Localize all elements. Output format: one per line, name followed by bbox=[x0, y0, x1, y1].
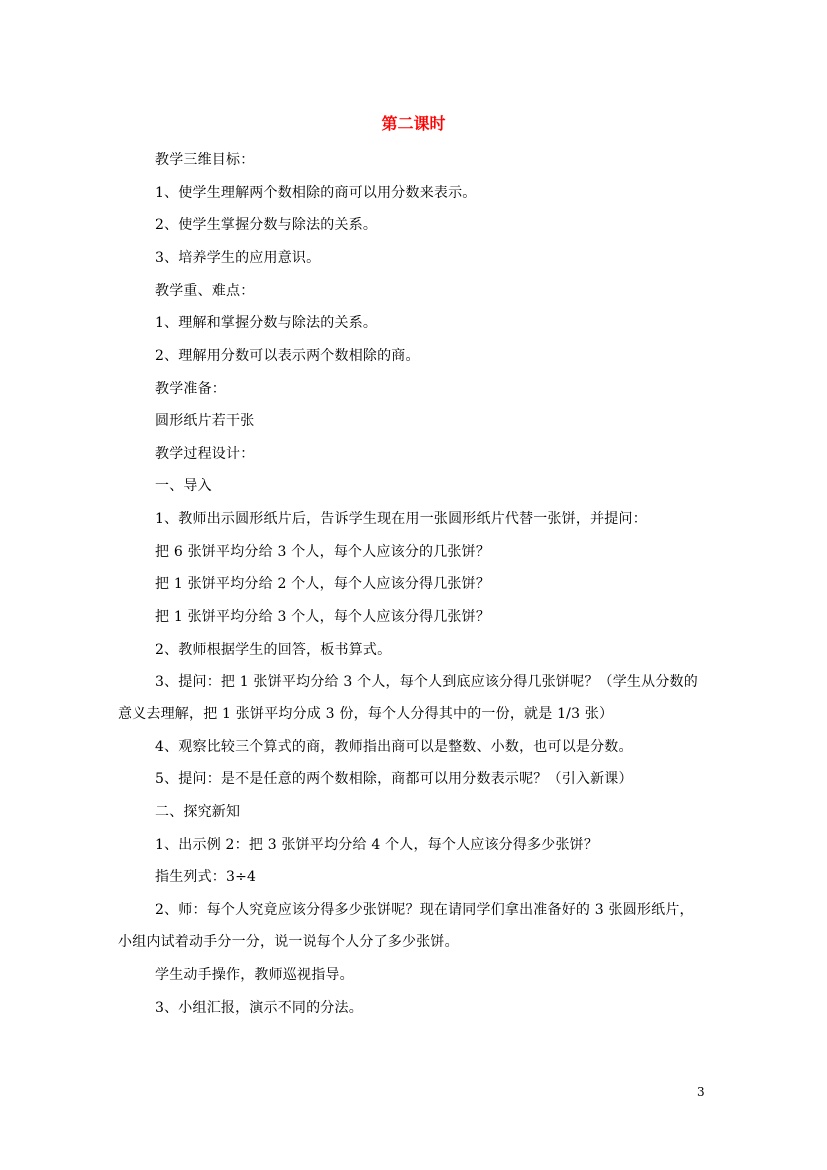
objective-1: 1、使学生理解两个数相除的商可以用分数来表示。 bbox=[155, 185, 477, 201]
heading-process: 教学过程设计： bbox=[155, 446, 255, 462]
explore-step-2: 2、师：每个人究竟应该分得多少张饼呢？现在请同学们拿出准备好的 3 张圆形纸片， bbox=[155, 902, 694, 918]
intro-question-2: 把 1 张饼平均分给 2 个人，每个人应该分得几张饼？ bbox=[155, 576, 491, 592]
intro-step-3-continued: 意义去理解，把 1 张饼平均分成 3 份，每个人分得其中的一份，就是 1/3 张） bbox=[118, 706, 614, 722]
intro-step-1: 1、教师出示圆形纸片后，告诉学生现在用一张圆形纸片代替一张饼，并提问： bbox=[155, 511, 647, 527]
section-introduction: 一、导入 bbox=[155, 478, 212, 494]
intro-question-1: 把 6 张饼平均分给 3 个人，每个人应该分的几张饼？ bbox=[155, 544, 491, 560]
heading-preparation: 教学准备： bbox=[155, 381, 226, 397]
objective-2: 2、使学生掌握分数与除法的关系。 bbox=[155, 217, 378, 233]
preparation-item: 圆形纸片若干张 bbox=[155, 413, 255, 429]
heading-key-points: 教学重、难点： bbox=[155, 283, 255, 299]
explore-activity: 学生动手操作，教师巡视指导。 bbox=[155, 967, 354, 983]
section-explore: 二、探究新知 bbox=[155, 804, 241, 820]
page-number: 3 bbox=[697, 1085, 705, 1099]
explore-step-1: 1、出示例 2：把 3 张饼平均分给 4 个人，每个人应该分得多少张饼？ bbox=[155, 837, 599, 853]
objective-3: 3、培养学生的应用意识。 bbox=[155, 250, 321, 266]
explore-expression: 指生列式：3÷4 bbox=[155, 869, 257, 885]
heading-objectives: 教学三维目标： bbox=[155, 152, 255, 168]
key-point-2: 2、理解用分数可以表示两个数相除的商。 bbox=[155, 348, 420, 364]
intro-question-3: 把 1 张饼平均分给 3 个人，每个人应该分得几张饼？ bbox=[155, 609, 491, 625]
lesson-title: 第二课时 bbox=[381, 114, 446, 133]
intro-step-5: 5、提问：是不是任意的两个数相除，商都可以用分数表示呢？（引入新课） bbox=[155, 771, 633, 787]
intro-step-4: 4、观察比较三个算式的商，教师指出商可以是整数、小数，也可以是分数。 bbox=[155, 739, 633, 755]
intro-step-3: 3、提问：把 1 张饼平均分给 3 个人，每个人到底应该分得几张饼呢？（学生从分数的 bbox=[155, 674, 698, 690]
explore-step-2-continued: 小组内试着动手分一分，说一说每个人分了多少张饼。 bbox=[118, 934, 459, 950]
key-point-1: 1、理解和掌握分数与除法的关系。 bbox=[155, 315, 378, 331]
explore-step-3: 3、小组汇报，演示不同的分法。 bbox=[155, 1000, 363, 1016]
intro-step-2: 2、教师根据学生的回答，板书算式。 bbox=[155, 642, 392, 658]
